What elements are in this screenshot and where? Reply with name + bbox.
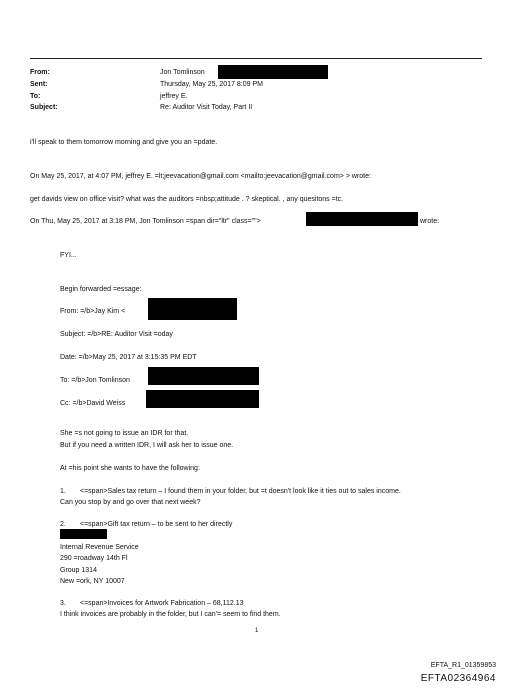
address-line-3: Group 1314 [60, 567, 97, 574]
item-3-text: <=span>Invoices for Artwork Fabrication – 68,112.13 [80, 600, 244, 607]
fwd-from: From: =/b>Jay Kim < [60, 308, 126, 315]
redaction-from [218, 65, 328, 79]
redaction-to-email [148, 367, 259, 385]
sent-label: Sent: [30, 81, 48, 88]
efta-id-small: EFTA_R1_01359853 [430, 662, 496, 669]
to-value: jeffrey E. [160, 93, 188, 100]
redaction-email-1 [306, 212, 418, 226]
item-1-text: <=span>Sales tax return – I found them in your folder, but =t doesn't look like it ties out to sales income. [80, 488, 401, 495]
item-3-number: 3. [60, 600, 66, 607]
fyi-text: FYI... [60, 252, 77, 259]
quote-line-1: get davids view on office visit? what was the auditors =nbsp;attitude . ? skeptical. , any quesitons =tc. [30, 196, 344, 203]
subject-value: Re: Auditor Visit Today, Part II [160, 104, 253, 111]
quote-intro-1: On May 25, 2017, at 4:07 PM, jeffrey E. =lt;jeevacation@gmail.com <mailto:jeevacation@gmail.com> > wrote: [30, 173, 371, 180]
redaction-from-email [148, 298, 237, 320]
para-3: At =his point she wants to have the following: [60, 465, 200, 472]
from-label: From: [30, 69, 50, 76]
quote-intro-2-wrote: wrote: [420, 218, 440, 225]
redaction-cc-email [146, 390, 259, 408]
subject-label: Subject: [30, 104, 58, 111]
fwd-to: To: =/b>Jon Tomlinson [60, 377, 130, 384]
sent-value: Thursday, May 25, 2017 8:09 PM [160, 81, 263, 88]
item-3-continued: I think invoices are probably in the folder, but I can'= seem to find them. [60, 611, 281, 618]
fwd-date: Date: =/b>May 25, 2017 at 3:15:35 PM EDT [60, 354, 197, 361]
reply-line: i'll speak to them tomorrow morning and give you an =pdate. [30, 139, 218, 146]
from-value: Jon Tomlinson [160, 69, 205, 76]
item-2-number: 2. [60, 521, 66, 528]
forwarded-header: Begin forwarded =essage: [60, 286, 142, 293]
fwd-cc: Cc: =/b>David Weiss [60, 400, 126, 407]
address-line-1: Internal Revenue Service [60, 544, 139, 551]
to-label: To: [30, 93, 41, 100]
para-2: But if you need a written IDR, I will ask her to issue one. [60, 442, 234, 449]
redaction-recipient [60, 529, 107, 539]
address-line-4: New =ork, NY 10007 [60, 578, 125, 585]
para-1: She =s not going to issue an IDR for that. [60, 430, 189, 437]
page-number: 1 [255, 628, 259, 634]
fwd-subject: Subject: =/b>RE: Auditor Visit =oday [60, 331, 173, 338]
quote-intro-2: On Thu, May 25, 2017 at 3:18 PM, Jon Tomlinson =span dir="ltr" class=""> [30, 218, 261, 225]
item-1-continued: Can you stop by and go over that next week? [60, 499, 201, 506]
top-rule [30, 58, 482, 59]
item-1-number: 1. [60, 488, 66, 495]
address-line-2: 290 =roadway 14th Fl [60, 555, 128, 562]
efta-id-large: EFTA02364964 [420, 673, 496, 684]
item-2-text: <=span>Gift tax return – to be sent to her directly [80, 521, 233, 528]
